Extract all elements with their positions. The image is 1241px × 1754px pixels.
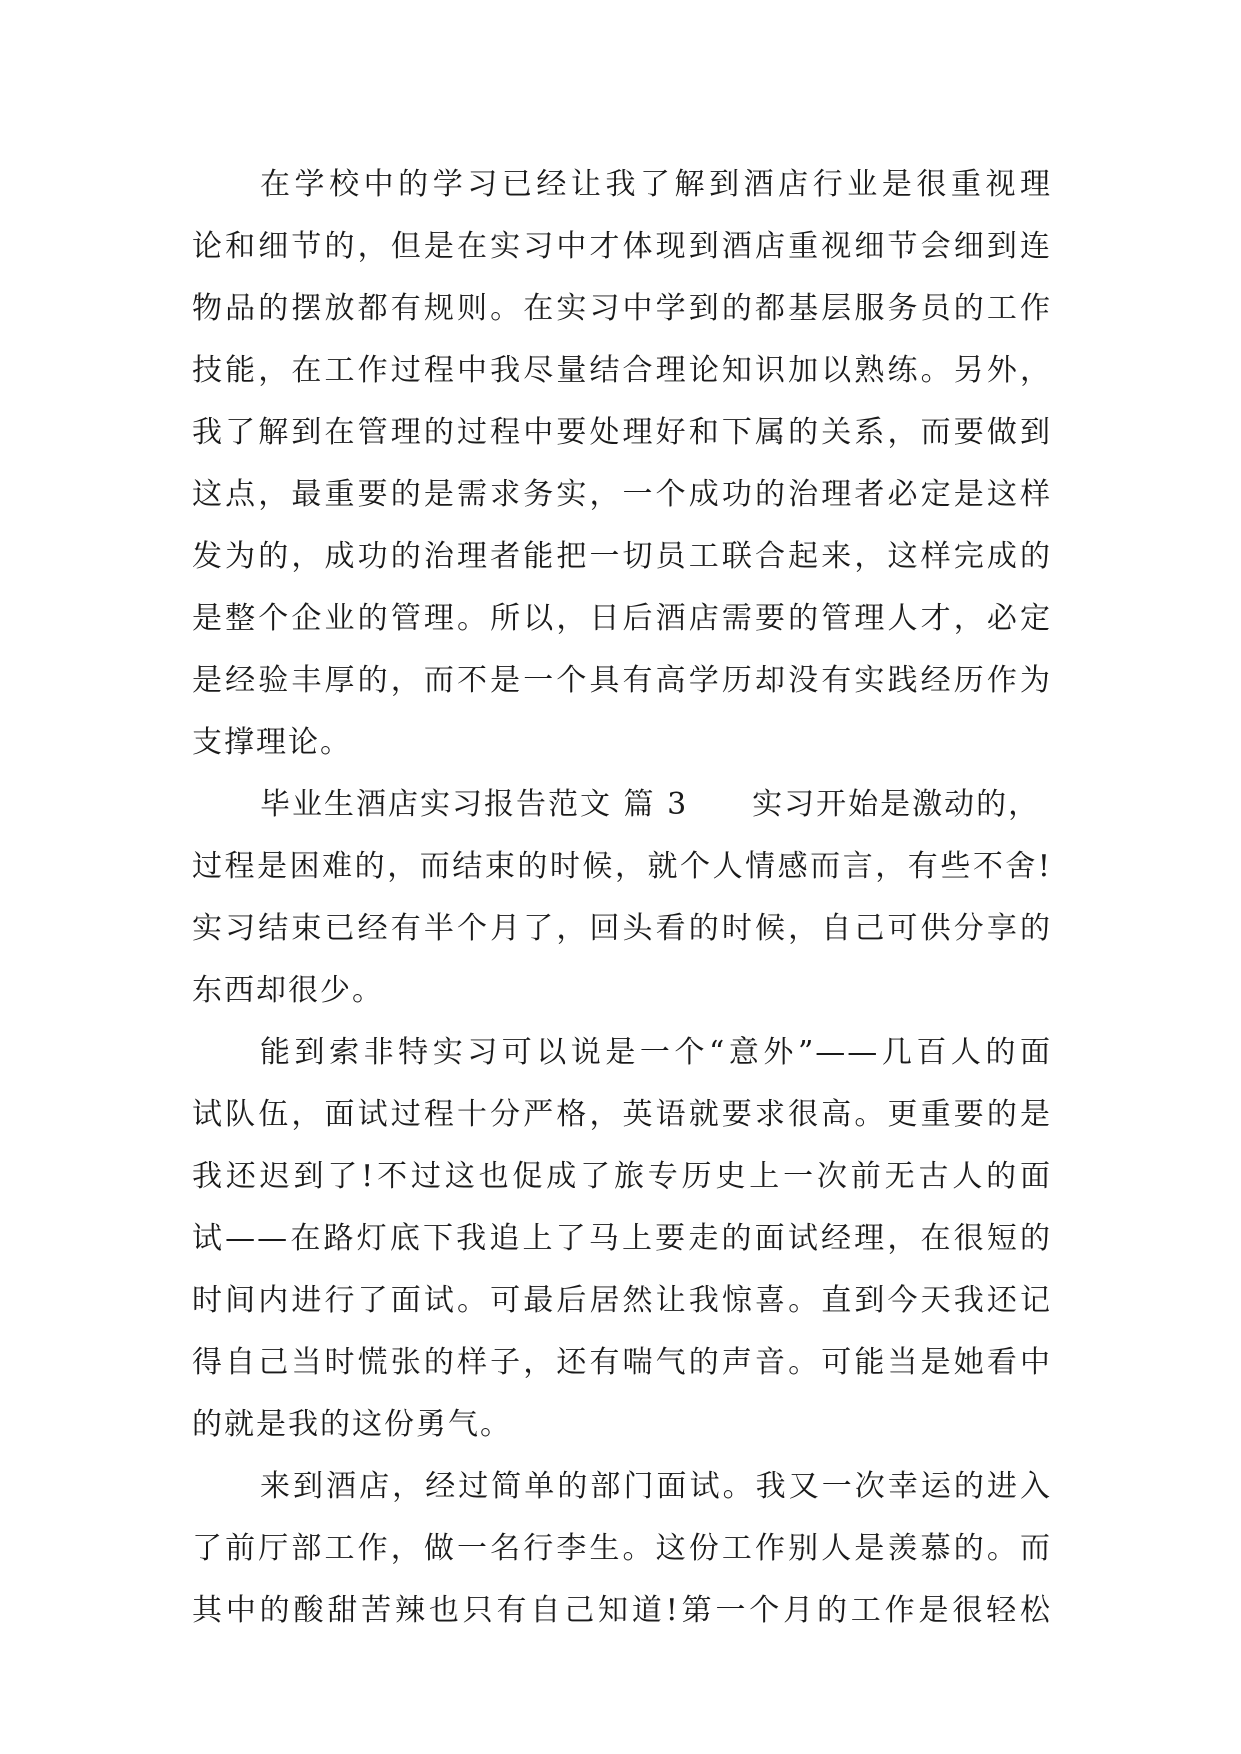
paragraph-3-line-6: 得自己当时慌张的样子，还有喘气的声音。可能当是她看中 (192, 1345, 1052, 1380)
paragraph-3-line-2: 试队伍，面试过程十分严格，英语就要求很高。更重要的是 (192, 1097, 1052, 1132)
paragraph-1-line-1: 在学校中的学习已经让我了解到酒店行业是很重视理 (260, 167, 1052, 202)
paragraph-1-line-6: 这点，最重要的是需求务实，一个成功的治理者必定是这样 (192, 477, 1052, 512)
paragraph-3-line-3: 我还迟到了!不过这也促成了旅专历史上一次前无古人的面 (192, 1159, 1052, 1194)
paragraph-1-line-2: 论和细节的，但是在实习中才体现到酒店重视细节会细到连 (192, 229, 1052, 264)
paragraph-2-line-1: 过程是困难的，而结束的时候，就个人情感而言，有些不舍! (192, 849, 1052, 884)
section-heading: 毕业生酒店实习报告范文 篇 3 (260, 787, 689, 822)
paragraph-2-line-3: 东西却很少。 (192, 973, 384, 1008)
section-heading-continuation: 实习开始是激动的， (752, 787, 1041, 822)
paragraph-1-line-3: 物品的摆放都有规则。在实习中学到的都基层服务员的工作 (192, 291, 1052, 326)
paragraph-1-line-8: 是整个企业的管理。所以，日后酒店需要的管理人才，必定 (192, 601, 1052, 636)
paragraph-1-line-10: 支撑理论。 (192, 725, 352, 760)
section-heading-line (192, 774, 1052, 836)
paragraph-1-line-4: 技能，在工作过程中我尽量结合理论知识加以熟练。另外， (192, 353, 1052, 388)
paragraph-4-line-1: 来到酒店，经过简单的部门面试。我又一次幸运的进入 (260, 1469, 1052, 1504)
paragraph-4-line-2: 了前厅部工作，做一名行李生。这份工作别人是羡慕的。而 (192, 1531, 1052, 1566)
paragraph-1-line-5: 我了解到在管理的过程中要处理好和下属的关系，而要做到 (192, 415, 1052, 450)
paragraph-1-line-7: 发为的，成功的治理者能把一切员工联合起来，这样完成的 (192, 539, 1052, 574)
paragraph-2-line-2: 实习结束已经有半个月了，回头看的时候，自己可供分享的 (192, 911, 1052, 946)
paragraph-4-line-3: 其中的酸甜苦辣也只有自己知道!第一个月的工作是很轻松 (192, 1593, 1052, 1628)
paragraph-3-line-5: 时间内进行了面试。可最后居然让我惊喜。直到今天我还记 (192, 1283, 1052, 1318)
paragraph-1-line-9: 是经验丰厚的，而不是一个具有高学历却没有实践经历作为 (192, 663, 1052, 698)
document-body (192, 154, 1052, 1642)
paragraph-3-line-1: 能到索非特实习可以说是一个“意外”——几百人的面 (260, 1035, 1052, 1070)
paragraph-3-line-4: 试——在路灯底下我追上了马上要走的面试经理，在很短的 (192, 1221, 1052, 1256)
paragraph-3-line-7: 的就是我的这份勇气。 (192, 1407, 512, 1442)
